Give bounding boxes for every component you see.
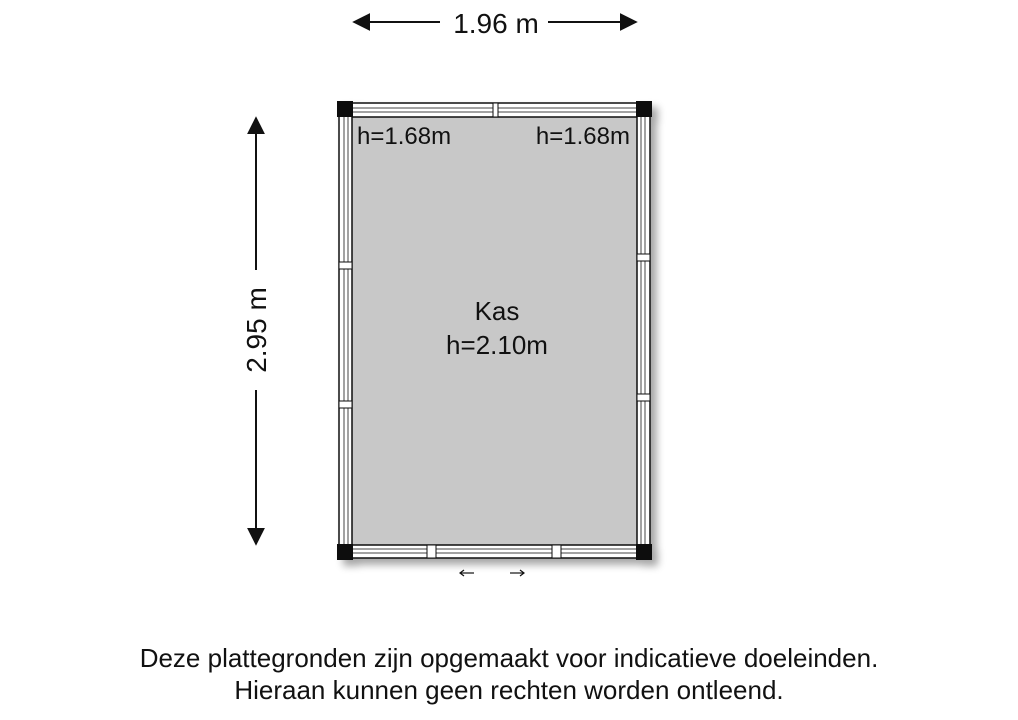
disclaimer-line-2: Hieraan kunnen geen rechten worden ontleend. [234, 675, 784, 705]
corner-height-label-left: h=1.68m [357, 123, 452, 150]
width-label: 1.96 m [453, 8, 539, 39]
room-height: h=2.10m [446, 330, 548, 360]
width-dimension [354, 8, 636, 39]
disclaimer [0, 642, 1018, 706]
room-name: Kas [474, 296, 520, 326]
corner-height-label-right: h=1.68m [535, 123, 630, 150]
disclaimer-line-1: Deze plattegronden zijn opgemaakt voor indicatieve doeleinden. [139, 643, 879, 673]
sliding-door-indicator [460, 570, 524, 576]
depth-label: 2.95 m [241, 287, 272, 373]
depth-dimension [241, 118, 272, 544]
